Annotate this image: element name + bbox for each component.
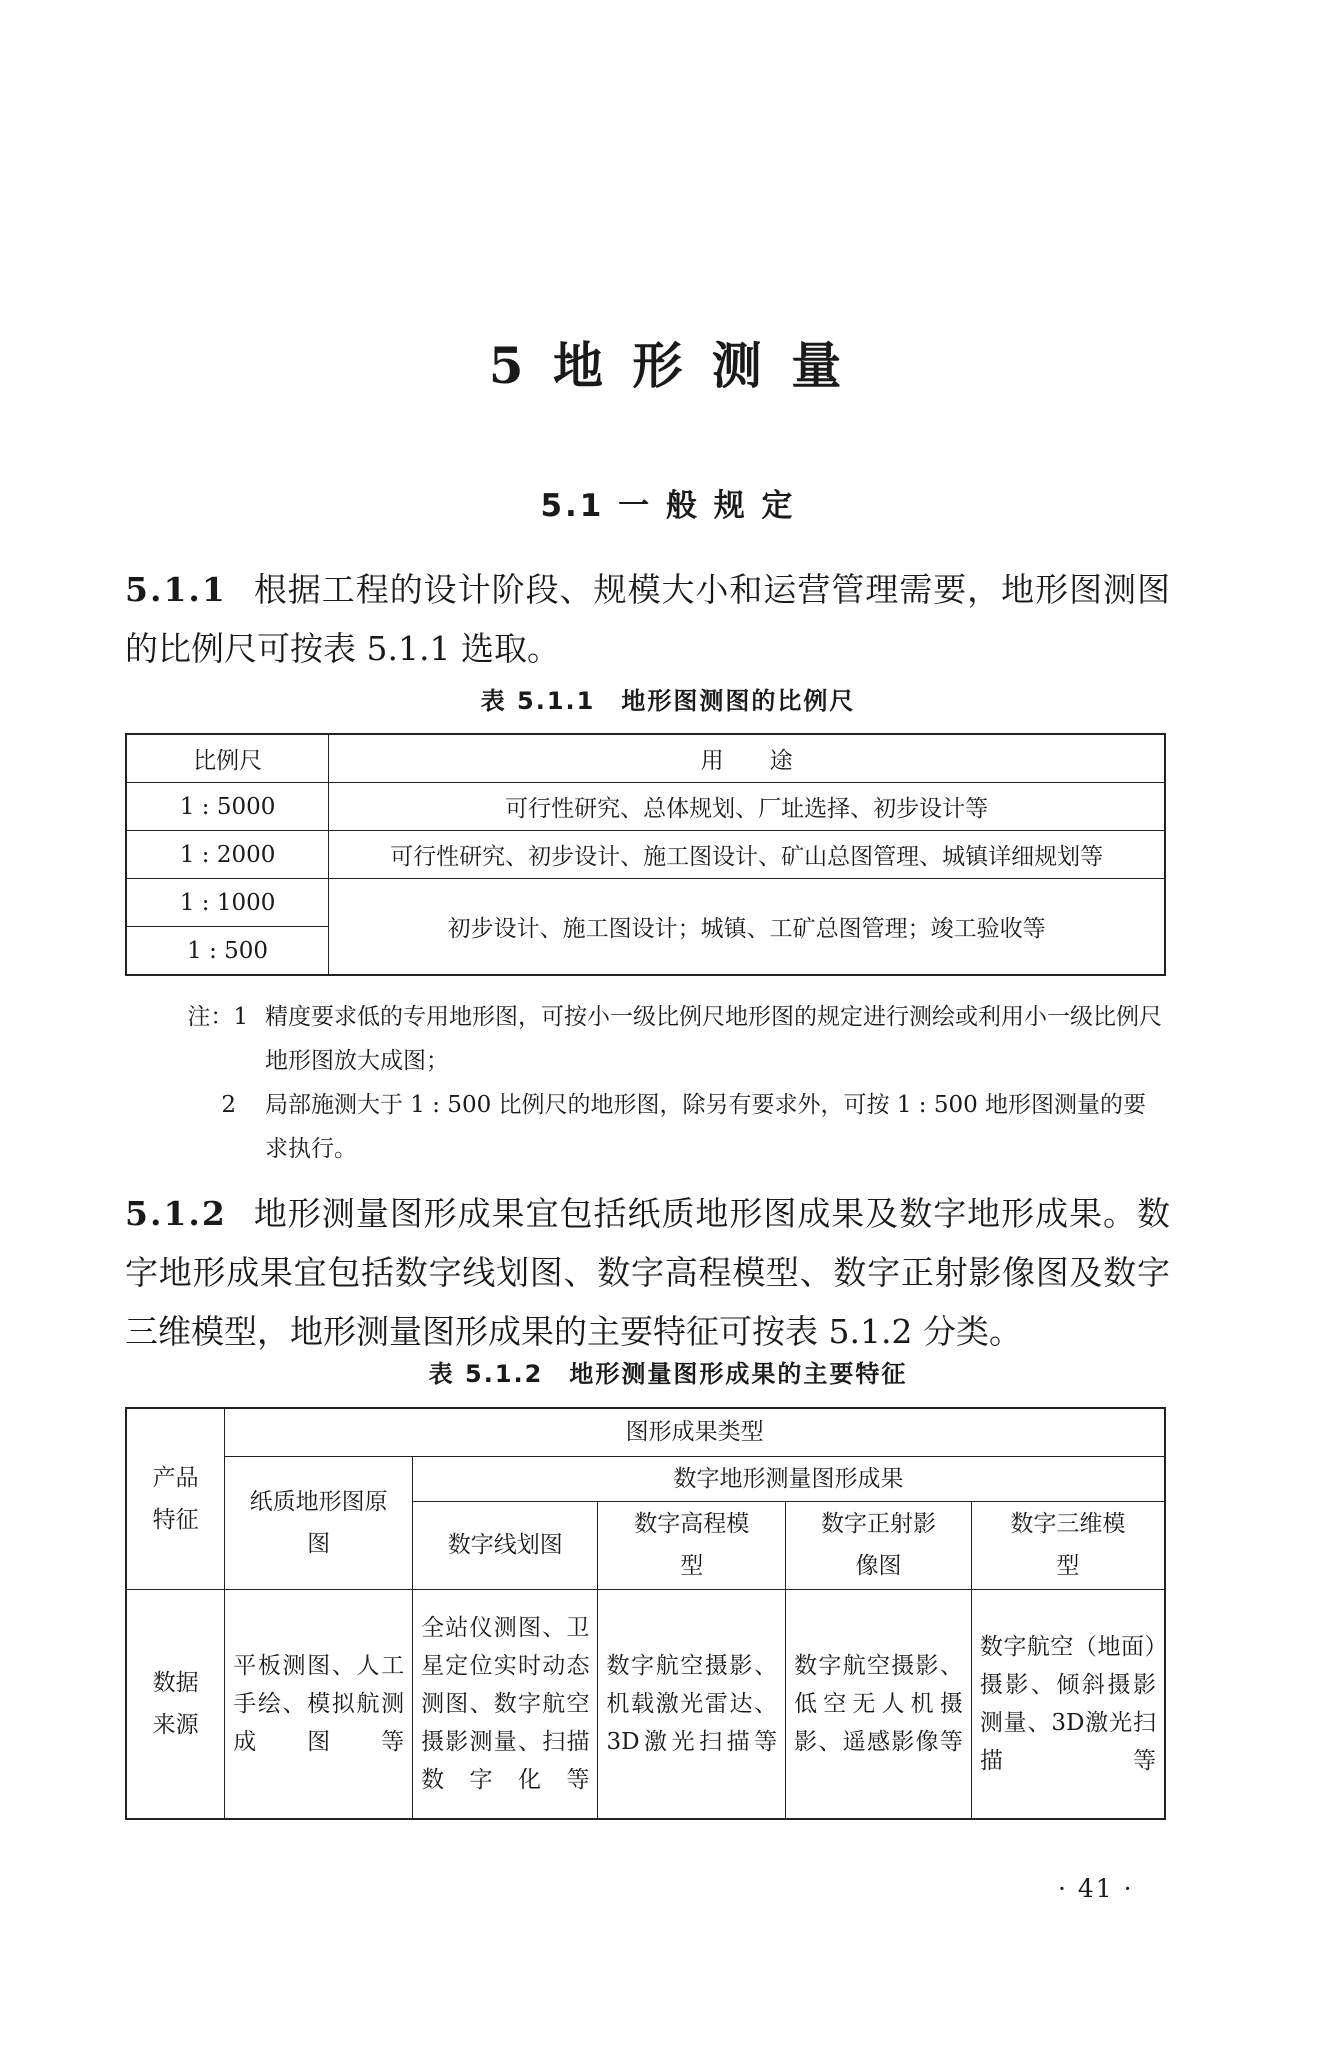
corner-label-text: 产品特征	[152, 1464, 199, 1533]
sub-header	[786, 1501, 972, 1589]
clause-5-1-1	[125, 560, 1170, 678]
table-cell: 数字航空（地面）摄影、倾斜摄影测量、3D激光扫描等	[971, 1589, 1165, 1819]
section-title: 5.1 一 般 规 定	[540, 488, 796, 524]
table-row	[126, 831, 1165, 879]
header-use: 用 途	[329, 734, 1165, 783]
sub-header-text: 数字高程模型	[634, 1511, 750, 1579]
table-header-row	[126, 1456, 1165, 1501]
scale-table	[125, 733, 1166, 976]
note-label: 2	[221, 1092, 236, 1118]
table-number: 表 5.1.2	[428, 1360, 544, 1388]
sub-header-text: 数字正射影像图	[820, 1511, 936, 1579]
table-title: 地形图测图的比例尺	[621, 687, 856, 715]
table-notes	[178, 995, 1168, 1171]
note-text: 局部施测大于 1 : 500 比例尺的地形图，除另有要求外，可按 1 : 500 地形图测量的要求执行。	[265, 1092, 1147, 1162]
chapter-title: 5 地 形 测 量	[488, 336, 848, 395]
table-cell: 数字航空摄影、低空无人机摄影、遥感影像等	[786, 1589, 972, 1819]
table-cell: 平板测图、人工手绘、模拟航测成图等	[225, 1589, 413, 1819]
group-header: 图形成果类型	[225, 1408, 1165, 1456]
note-item	[178, 995, 1168, 1083]
sub-header	[598, 1501, 786, 1589]
row-label-text: 数据来源	[152, 1669, 199, 1738]
clause-text: 地形测量图形成果宜包括纸质地形图成果及数字地形成果。数字地形成果宜包括数字线划图、数字高程模型、数字正射影像图及数字三维模型，地形测量图形成果的主要特征可按表 5.1.2 分类。	[125, 1194, 1170, 1351]
use-cell: 可行性研究、初步设计、施工图设计、矿山总图管理、城镇详细规划等	[329, 831, 1165, 879]
table-caption	[0, 681, 1336, 716]
paper-header	[225, 1456, 413, 1589]
product-feature-table	[125, 1407, 1166, 1820]
clause-number: 5.1.2	[125, 1194, 227, 1233]
table-caption	[0, 1354, 1336, 1389]
table-number: 表 5.1.1	[480, 687, 596, 715]
table-row	[126, 1589, 1165, 1819]
table-header-row	[126, 1408, 1165, 1456]
table-row	[126, 879, 1165, 927]
note-item	[178, 1083, 1168, 1171]
note-label: 注：1	[187, 1004, 248, 1030]
clause-number: 5.1.1	[125, 570, 227, 609]
sub-header-text: 数字三维模型	[1010, 1511, 1126, 1579]
scale-cell: 1 : 1000	[126, 879, 329, 927]
paper-header-text: 纸质地形图原图	[249, 1488, 388, 1557]
sub-header	[971, 1501, 1165, 1589]
note-text: 精度要求低的专用地形图，可按小一级比例尺地形图的规定进行测绘或利用小一级比例尺地形图放大成图；	[265, 1004, 1162, 1074]
table-cell: 全站仪测图、卫星定位实时动态测图、数字航空摄影测量、扫描数字化等	[413, 1589, 598, 1819]
use-cell: 初步设计、施工图设计；城镇、工矿总图管理；竣工验收等	[329, 879, 1165, 976]
table-cell: 数字航空摄影、机载激光雷达、3D激光扫描等	[598, 1589, 786, 1819]
digital-header: 数字地形测量图形成果	[413, 1456, 1165, 1501]
page-number: · 41 ·	[1058, 1874, 1134, 1903]
clause-5-1-2	[125, 1184, 1170, 1361]
sub-header: 数字线划图	[413, 1501, 598, 1589]
header-scale: 比例尺	[126, 734, 329, 783]
table-row	[126, 783, 1165, 831]
scale-cell: 1 : 500	[126, 927, 329, 976]
corner-label	[126, 1408, 225, 1589]
clause-text: 根据工程的设计阶段、规模大小和运营管理需要，地形图测图的比例尺可按表 5.1.1 选取。	[125, 570, 1170, 668]
table-header-row	[126, 734, 1165, 783]
table-title: 地形测量图形成果的主要特征	[569, 1360, 908, 1388]
scale-cell: 1 : 5000	[126, 783, 329, 831]
scale-cell: 1 : 2000	[126, 831, 329, 879]
use-cell: 可行性研究、总体规划、厂址选择、初步设计等	[329, 783, 1165, 831]
row-label	[126, 1589, 225, 1819]
